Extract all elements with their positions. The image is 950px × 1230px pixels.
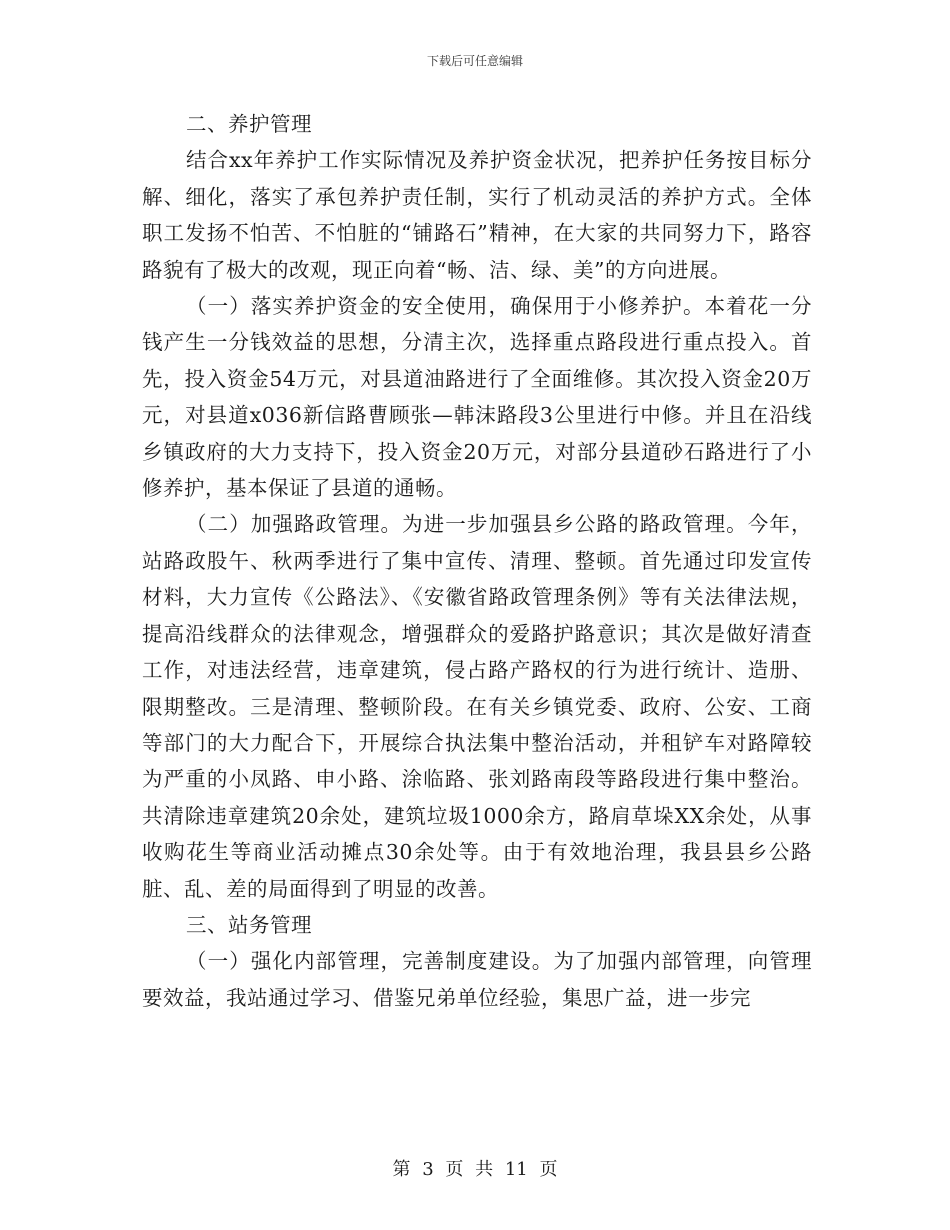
page-number: 第 3 页 共 11 页 — [392, 1159, 558, 1180]
paragraph-internal-management: （一）强化内部管理，完善制度建设。为了加强内部管理，向管理要效益，我站通过学习、借鉴兄弟单位经验，集思广益，进一步完 — [142, 949, 812, 1010]
paragraph-intro: 结合xx年养护工作实际情况及养护资金状况，把养护任务按目标分解、细化，落实了承包养护责任制，实行了机动灵活的养护方式。全体职工发扬不怕苦、不怕脏的“铺路石”精神，在大家的共同努力下，路容路貌有了极大的改观，现正向着“畅、洁、绿、美”的方向进展。 — [142, 148, 812, 282]
page-header-note: 下载后可任意编辑 — [426, 54, 523, 68]
document-body — [142, 106, 812, 1016]
paragraph-road-admin: （二）加强路政管理。为进一步加强县乡公路的路政管理。今年，站路政股午、秋两季进行了集中宣传、清理、整顿。首先通过印发宣传材料，大力宣传《公路法》、《安徽省路政管理条例》等有关法律法规，提高沿线群众的法律观念，增强群众的爱路护路意识；其次是做好清查工作，对违法经营，违章建筑，侵占路产路权的行为进行统计、造册、限期整改。三是清理、整顿阶段。在有关乡镇党委、政府、公安、工商等部门的大力配合下，开展综合执法集中整治活动，并租铲车对路障较为严重的小凤路、申小路、涂临路、张刘路南段等路段进行集中整治。共清除违章建筑20余处，建筑垃圾1000余方，路肩草垛XX余处，从事收购花生等商业活动摊点30余处等。由于有效地治理，我县县乡公路脏、乱、差的局面得到了明显的改善。 — [142, 512, 812, 901]
section-heading-station: 三、站务管理 — [186, 912, 312, 937]
paragraph-funds: （一）落实养护资金的安全使用，确保用于小修养护。本着花一分钱产生一分钱效益的思想，分清主次，选择重点路段进行重点投入。首先，投入资金54万元，对县道油路进行了全面维修。其次投入资金20万元，对县道x036新信路曹顾张—韩沫路段3公里进行中修。并且在沿线乡镇政府的大力支持下，投入资金20万元，对部分县道砂石路进行了小修养护，基本保证了县道的通畅。 — [142, 294, 812, 501]
section-heading-maintenance: 二、养护管理 — [186, 112, 312, 136]
